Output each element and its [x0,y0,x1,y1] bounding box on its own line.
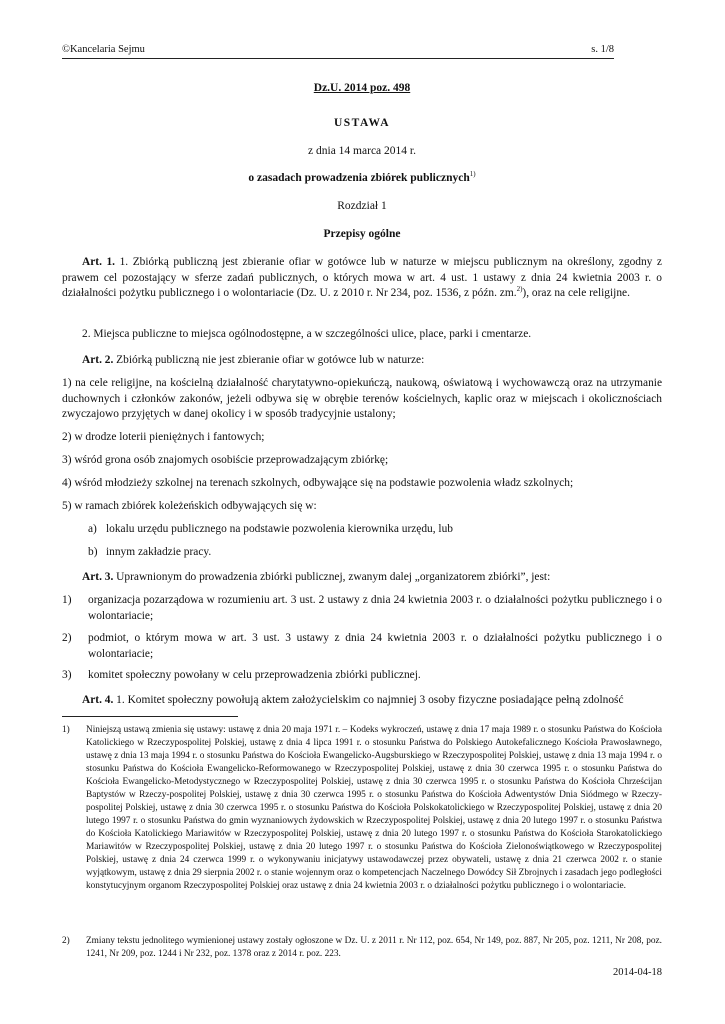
art1-paragraph1 [62,255,662,302]
footnote-text: Niniejszą ustawą zmienia się ustawy: ustawę z dnia 20 maja 1971 r. – Kodeks wykroczeń, ustawę z dnia 17 maja 1989 r. o stosunku Państwa do Kościoła Katolickiego w Rzeczypospolitej Polskiej, ustawę z dnia 4 lipca 1991 r. o stosunku Państwa do Polskiego Autokefalicznego Kościoła Prawosławnego, ustawę z dnia 13 maja 1994 r. o stosunku Państwa do Kościoła Ewangelicko-Augsburskiego w Rzeczypospolitej Polskiej, ustawę z dnia 13 maja 1994 r. o stosunku Państwa do Kościoła Ewangelicko-Reformowanego w Rzeczypospolitej Polskiej, ustawę z dnia 30 czerwca 1995 r. o stosunku Państwa do Kościoła Ewangelicko-Metodystycznego w Rzeczypospolitej Polskiej, ustawę z dnia 30 czerwca 1995 r. o stosunku Państwa do Kościoła Chrześcijan Baptystów w Rzeczy-pospolitej Polskiej, ustawę z dnia 30 czerwca 1995 r. o stosunku Państwa do Kościoła Adwentystów Dnia Siódmego w Rzeczy-pospolitej Polskiej, ustawę z dnia 30 czerwca 1995 r. o stosunku Państwa do Kościoła Polskokatolickiego w Rzeczypospolitej Polskiej, ustawę z dnia 20 lutego 1997 r. o stosunku Państwa do gmin wyznaniowych żydowskich w Rzeczypospolitej Polskiej, ustawę z dnia 20 lutego 1997 r. o stosunku Państwa do Kościoła Katolickiego Mariawitów w Rzeczypospolitej Polskiej, ustawę z dnia 20 lutego 1997 r. o stosunku Państwa do Kościoła Starokatolickiego Mariawitów w Rzeczypospolitej Polskiej, ustawę z dnia 20 lutego 1997 r. o stosunku Państwa do Kościoła Zielonoświątkowego w Rzeczypospolitej Polskiej, ustawę z dnia 24 czerwca 1999 r. o wykonywaniu inicjatywy ustawodawczej przez obywateli, ustawę z dnia 21 czerwca 2002 r. o stanie wyjątkowym, ustawę z dnia 29 sierpnia 2002 r. o stanie wojennym oraz o kompetencjach Naczelnego Dowódcy Sił Zbrojnych i zasadach jego podległości konstytucyjnym organom Rzeczypospolitej Polskiej oraz ustawę z dnia 24 kwietnia 2003 r. o działalności pożytku publicznego i o wolontariacie. [86,725,662,891]
item-text: organizacja pozarządowa w rozumieniu art. 3 ust. 2 ustawy z dnia 24 kwietnia 2003 r. o działalności pożytku publicznego i o wolontariacie; [88,594,662,622]
act-title-text: o zasadach prowadzenia zbiórek publicznych [248,172,470,184]
art1-label: Art. 1. [82,256,116,268]
page-header [62,44,614,59]
item-marker: 3) [62,669,72,681]
header-page-number: s. 1/8 [591,44,614,55]
subitem-text: innym zakładzie pracy. [106,546,212,558]
art4-text: 1. Komitet społeczny powołują aktem założycielskim co najmniej 3 osoby fizyczne posiadające pełną zdolność [113,694,624,706]
publication-date: 2014-04-18 [613,967,662,978]
art2-intro [62,353,662,369]
item-text: komitet społeczny powołany w celu przeprowadzenia zbiórki publicznej. [88,669,421,681]
art2-item-1: 1) na cele religijne, na kościelną działalność charytatywno-opiekuńczą, naukową, oświatową i wychowawczą oraz na utrzymanie duchownych i członków zakonów, jeżeli odbywa się w obrębie terenów kościelnych, kaplic oraz w miejscach i okolicznościach zwyczajowo przyjętych w danej okolicy i w sposób tradycyjnie ustalony; [62,377,662,421]
art4-paragraph1 [62,693,662,709]
art3-intro-text: Uprawnionym do prowadzenia zbiórki publicznej, zwanym dalej „organizatorem zbiórki”, jest: [113,571,551,583]
footnote-ref-2[interactable]: 2) [516,285,523,294]
footnote-text: Zmiany tekstu jednolitego wymienionej ustawy zostały ogłoszone w Dz. U. z 2011 r. Nr 112, poz. 654, Nr 149, poz. 887, Nr 205, poz. 1211, Nr 208, poz. 1241, Nr 209, poz. 1244 i Nr 232, poz. 1378 oraz z 2014 r. poz. 223. [86,936,662,959]
footnote-marker: 2) [62,936,70,946]
journal-reference: Dz.U. 2014 poz. 498 [313,82,411,94]
subitem-marker: a) [88,523,97,535]
art1-text-a: 1. Zbiórką publiczną jest zbieranie ofiar w gotówce lub w naturze w miejscu publicznym na określony, zgodny z prawem cel pozostający w sferze zadań publicznych, o których mowa w art. 4 ust. 1 ustawy z dnia 24 kwietnia 2003 r. o działalności pożytku publicznego i o wolontariacie (Dz. U. z 2010 r. Nr 234, poz. 1536, z późn. zm. [62,256,662,300]
footnote-separator [62,716,238,717]
art3-label: Art. 3. [82,571,114,583]
art3-intro [62,570,662,586]
subitem-text: lokalu urzędu publicznego na podstawie pozwolenia kierownika urzędu, lub [106,523,453,535]
art2-item-4: 4) wśród młodzieży szkolnej na terenach szkolnych, odbywające się na podstawie pozwolenia władz szkolnych; [62,477,574,489]
art2-label: Art. 2. [82,354,114,366]
art1-text-b: ), oraz na cele religijne. [522,287,630,300]
subitem-marker: b) [88,546,98,558]
header-source: ©Kancelaria Sejmu [62,44,145,55]
art4-label: Art. 4. [82,694,114,706]
chapter-number: Rozdział 1 [337,200,387,212]
act-title [62,172,662,184]
item-text: podmiot, o którym mowa w art. 3 ust. 3 ustawy z dnia 24 kwietnia 2003 r. o działalności pożytku publicznego i o wolontariacie; [88,632,662,660]
art2-item-2: 2) w drodze loterii pieniężnych i fantowych; [62,431,265,443]
art2-intro-text: Zbiórką publiczną nie jest zbieranie ofiar w gotówce lub w naturze: [113,354,425,366]
footnote-marker: 1) [62,725,70,735]
art1-paragraph2: 2. Miejsca publiczne to miejsca ogólnodostępne, a w szczególności ulice, place, parki i cmentarze. [82,328,532,340]
act-date: z dnia 14 marca 2014 r. [308,145,416,157]
art2-item-5: 5) w ramach zbiórek koleżeńskich odbywających się w: [62,500,317,512]
art2-item-3: 3) wśród grona osób znajomych osobiście przeprowadzającym zbiórkę; [62,454,389,466]
footnote-ref-1[interactable]: 1) [469,170,476,179]
chapter-title: Przepisy ogólne [323,228,401,240]
item-marker: 2) [62,632,72,644]
act-type: USTAWA [333,117,391,129]
item-marker: 1) [62,594,72,606]
